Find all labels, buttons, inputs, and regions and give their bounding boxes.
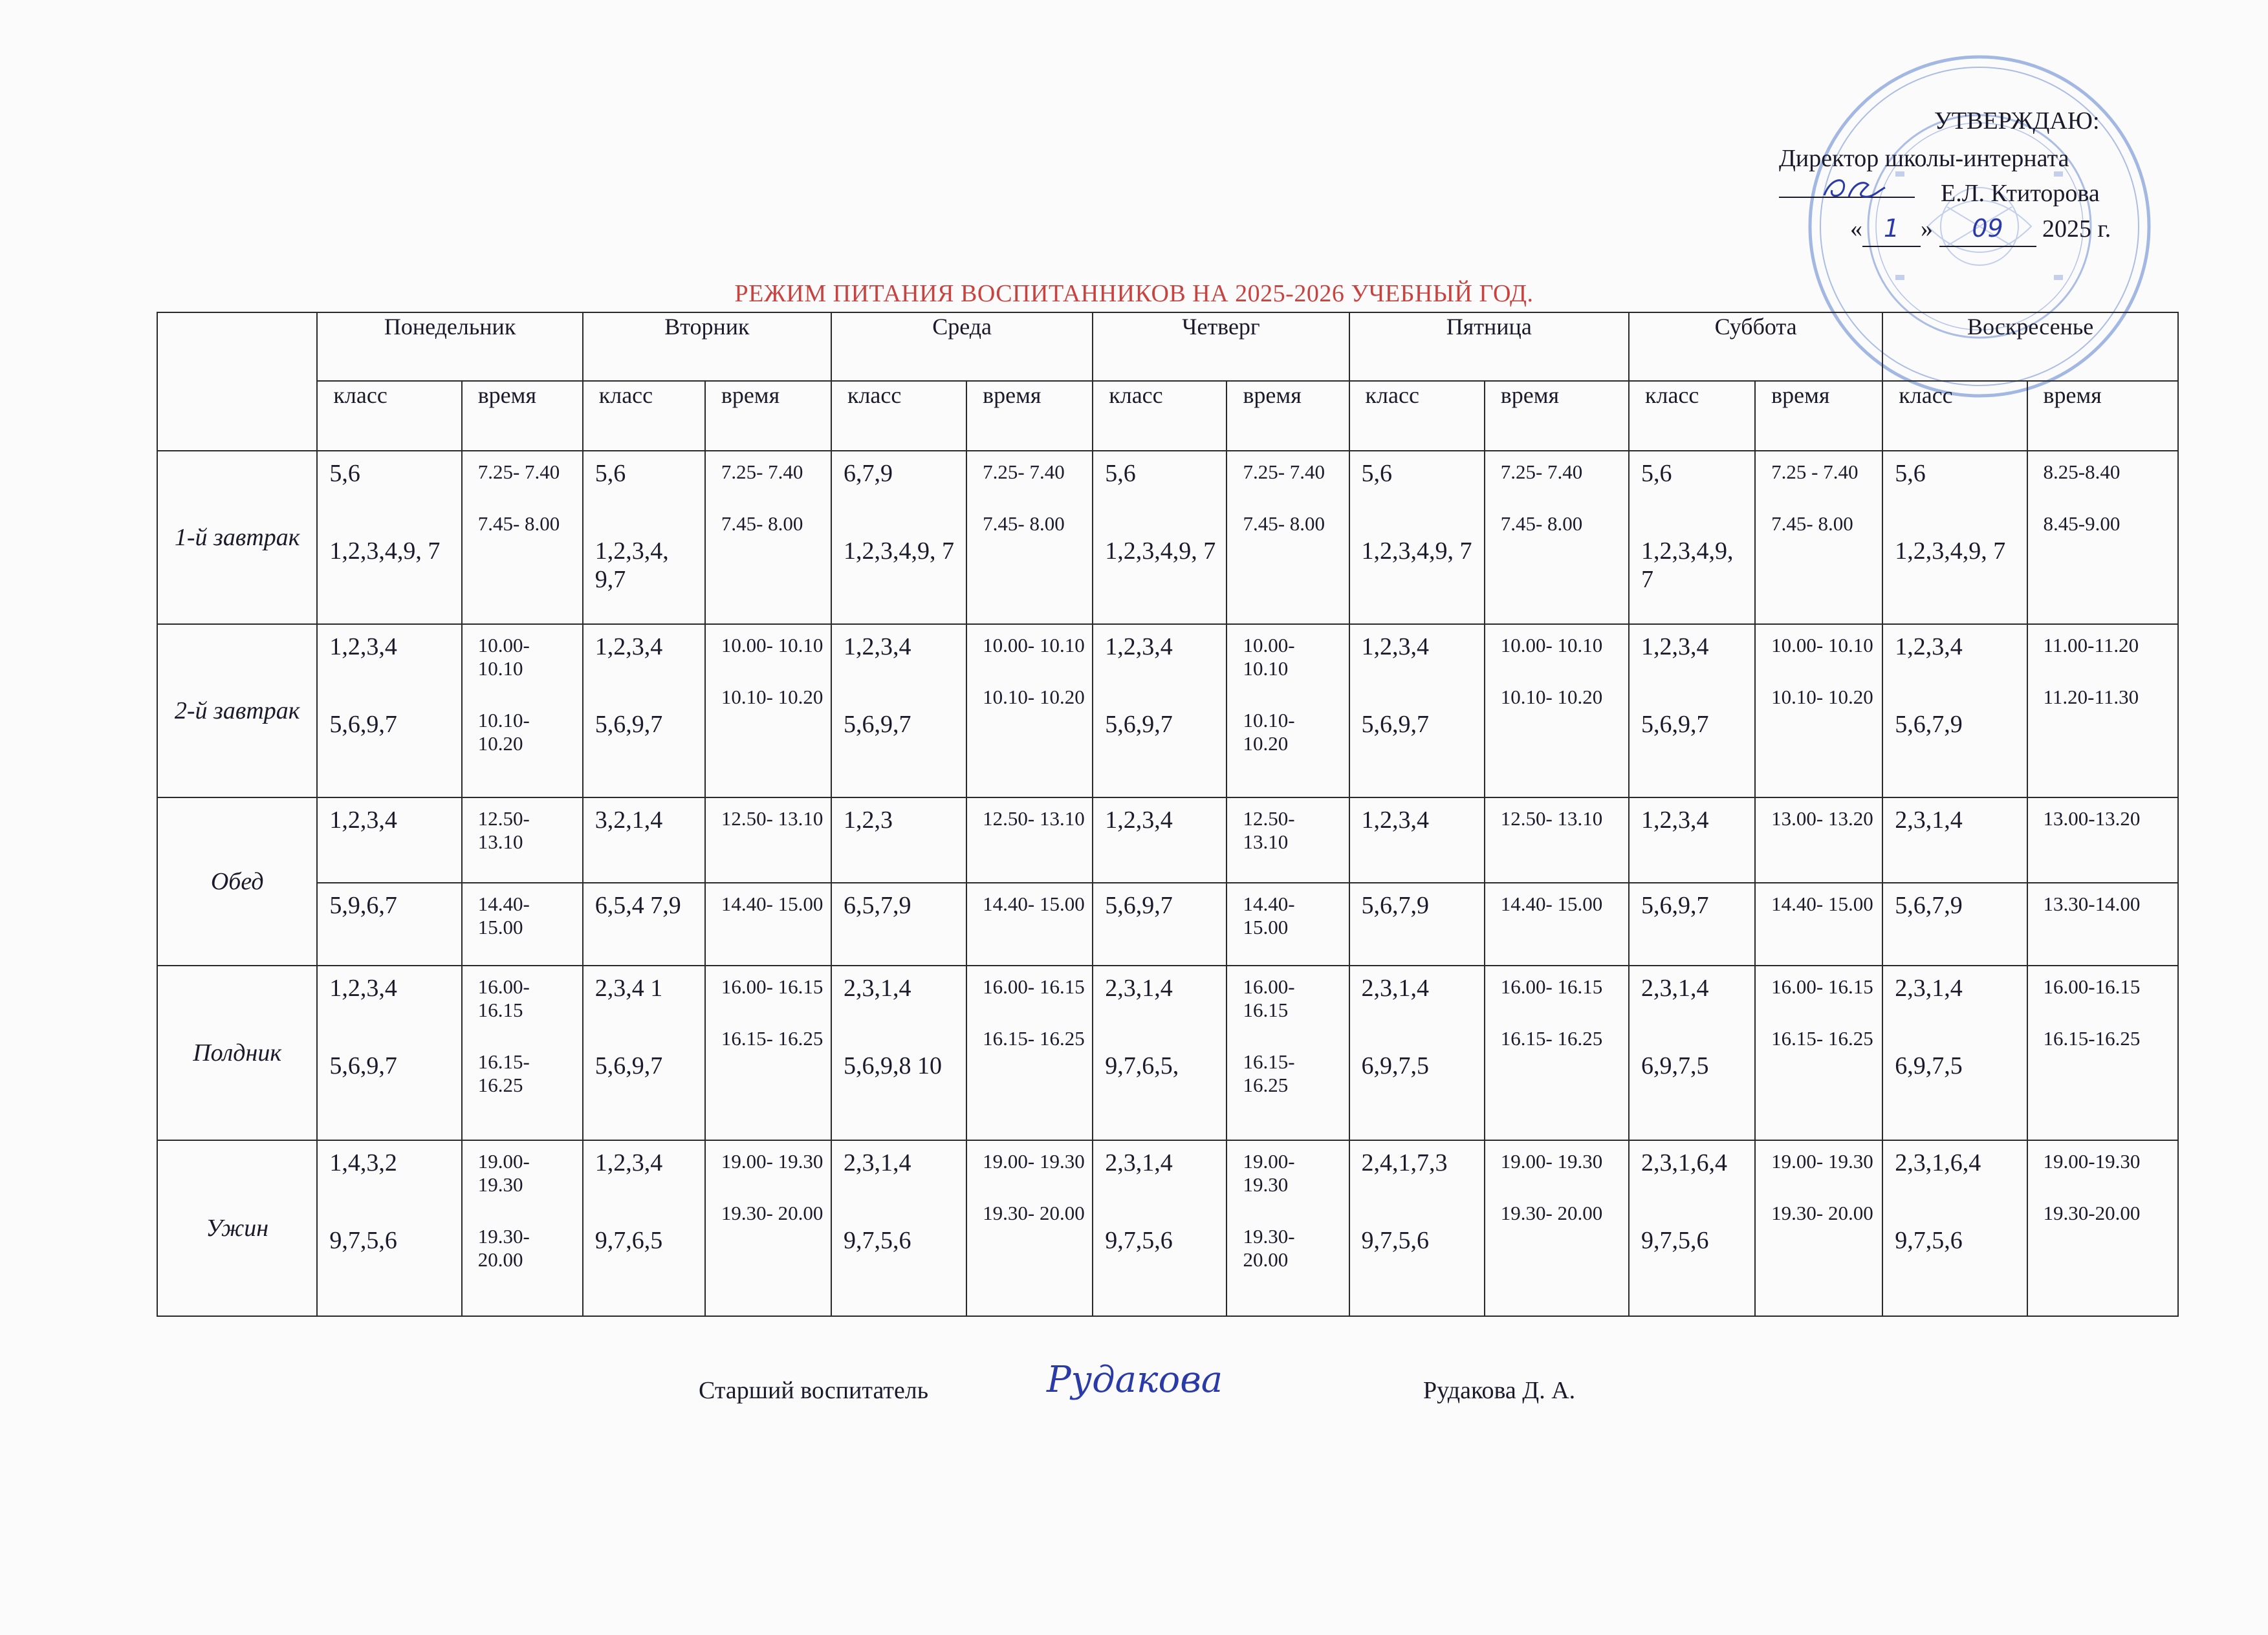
time-cell <box>1755 966 1882 1140</box>
class-group-first: 2,3,4 1 <box>594 975 663 1002</box>
time-cell <box>1485 1140 1629 1316</box>
time-slot-first: 16.00- 16.15 <box>721 975 823 998</box>
day-header: Четверг <box>1093 312 1349 381</box>
time-col-label: время <box>2043 382 2102 408</box>
meal-label: 1-й завтрак <box>157 451 317 624</box>
class-group-first: 6,7,9 <box>843 460 893 487</box>
class-group-first: 2,3,1,4 <box>1105 1149 1173 1176</box>
class-cell <box>831 624 966 797</box>
time-slot-first: 7.25- 7.40 <box>983 460 1065 483</box>
class-cell <box>831 451 966 624</box>
day-header: Среда <box>831 312 1093 381</box>
class-cell: 5,9,6,7 <box>317 883 461 966</box>
header-subcolumns-row <box>157 381 2178 451</box>
time-slot-second: 7.45- 8.00 <box>477 512 560 535</box>
time-slot-second: 16.15- 16.25 <box>721 1027 823 1050</box>
class-group-second: 1,2,3,4,9, 7 <box>1105 537 1216 565</box>
time-cell <box>1485 966 1629 1140</box>
time-cell <box>2027 624 2178 797</box>
time-cell <box>2027 451 2178 624</box>
time-slot-first: 19.00- 19.30 <box>983 1150 1085 1173</box>
class-group-first: 2,3,1,4 <box>1361 975 1430 1002</box>
class-col-label: класс <box>1645 382 1699 408</box>
class-group-second: 1,2,3,4,9, 7 <box>1641 537 1734 593</box>
time-cell <box>1227 966 1349 1140</box>
time-slot-first: 16.00-16.15 <box>2043 975 2141 998</box>
time-slot-second: 7.45- 8.00 <box>1243 512 1325 535</box>
class-cell: 6,5,4 7,9 <box>583 883 705 966</box>
class-cell <box>831 1140 966 1316</box>
time-cell <box>462 966 583 1140</box>
class-col-header <box>1629 381 1755 451</box>
class-cell <box>583 966 705 1140</box>
class-cell <box>1629 966 1755 1140</box>
class-group-second: 9,7,6,5, <box>1105 1052 1179 1079</box>
time-cell <box>705 966 831 1140</box>
class-cell: 5,6,9,7 <box>1093 883 1227 966</box>
corner-cell <box>157 312 317 451</box>
time-col-header <box>705 381 831 451</box>
class-group-first: 2,3,1,6,4 <box>1641 1149 1728 1176</box>
time-slot-first: 7.25- 7.40 <box>477 460 560 483</box>
time-slot-first: 8.25-8.40 <box>2043 460 2121 483</box>
time-cell <box>2027 1140 2178 1316</box>
day-header: Суббота <box>1629 312 1882 381</box>
class-cell <box>317 1140 461 1316</box>
time-cell: 14.40- 15.00 <box>705 883 831 966</box>
meal-label: 2-й завтрак <box>157 624 317 797</box>
time-cell <box>966 1140 1093 1316</box>
class-cell: 1,2,3,4 <box>1093 797 1227 883</box>
date-open-quote: « <box>1850 215 1862 243</box>
class-cell <box>1349 624 1485 797</box>
class-cell <box>1629 451 1755 624</box>
time-cell <box>1227 451 1349 624</box>
class-cell <box>1093 966 1227 1140</box>
class-group-first: 1,2,3,4 <box>594 1149 663 1176</box>
class-group-second: 5,6,9,7 <box>843 711 911 738</box>
time-slot-second: 10.10- 10.20 <box>1243 709 1295 755</box>
time-slot-first: 7.25- 7.40 <box>1500 460 1583 483</box>
class-cell <box>831 966 966 1140</box>
time-slot-second: 19.30-20.00 <box>2043 1202 2141 1224</box>
class-group-first: 1,2,3,4 <box>1895 633 1963 660</box>
time-col-label: время <box>1243 382 1302 408</box>
time-slot-second: 7.45- 8.00 <box>1500 512 1583 535</box>
time-cell <box>2027 966 2178 1140</box>
time-slot-second: 10.10- 10.20 <box>721 686 823 708</box>
class-cell <box>1629 1140 1755 1316</box>
signature-role: Старший воспитатель <box>699 1377 929 1404</box>
time-slot-second: 7.45- 8.00 <box>1771 512 1853 535</box>
date-close-quote: » <box>1921 215 1933 243</box>
time-slot-first: 16.00- 16.15 <box>1243 975 1295 1021</box>
class-group-first: 5,6 <box>1641 460 1672 487</box>
class-group-second: 9,7,5,6 <box>1105 1227 1173 1254</box>
meal-label: Обед <box>157 797 317 966</box>
time-slot-first: 16.00- 16.15 <box>1500 975 1603 998</box>
class-cell <box>1349 966 1485 1140</box>
class-group-second: 1,2,3,4,9, 7 <box>1895 537 2006 565</box>
class-cell <box>1882 966 2027 1140</box>
time-cell <box>705 624 831 797</box>
time-slot-first: 16.00- 16.15 <box>983 975 1085 998</box>
class-group-second: 5,6,9,7 <box>1361 711 1430 738</box>
class-group-second: 5,6,9,7 <box>329 1052 397 1079</box>
time-slot-second: 16.15- 16.25 <box>1243 1050 1295 1096</box>
class-cell <box>1349 451 1485 624</box>
class-group-second: 6,9,7,5 <box>1361 1052 1430 1079</box>
class-group-second: 9,7,5,6 <box>1361 1227 1430 1254</box>
class-cell: 3,2,1,4 <box>583 797 705 883</box>
time-slot-first: 10.00- 10.10 <box>477 634 530 680</box>
time-cell <box>966 966 1093 1140</box>
time-slot-first: 10.00- 10.10 <box>1771 634 1873 656</box>
time-slot-first: 10.00- 10.10 <box>1500 634 1603 656</box>
director-signature <box>1818 171 1889 207</box>
time-slot-second: 10.10- 10.20 <box>477 709 530 755</box>
time-cell <box>462 451 583 624</box>
class-cell <box>1349 1140 1485 1316</box>
class-group-first: 1,2,3,4 <box>1361 633 1430 660</box>
day-header: Пятница <box>1349 312 1629 381</box>
class-col-header <box>1882 381 2027 451</box>
time-slot-first: 19.00- 19.30 <box>1771 1150 1873 1173</box>
class-group-first: 5,6 <box>329 460 360 487</box>
class-group-first: 2,3,1,4 <box>843 1149 911 1176</box>
time-cell <box>966 624 1093 797</box>
class-col-header <box>317 381 461 451</box>
time-slot-second: 16.15-16.25 <box>2043 1027 2141 1050</box>
class-group-second: 1,2,3,4,9, 7 <box>329 537 441 565</box>
class-cell <box>1882 451 2027 624</box>
time-slot-first: 16.00- 16.15 <box>477 975 530 1021</box>
time-slot-second: 11.20-11.30 <box>2043 686 2139 708</box>
time-cell: 12.50- 13.10 <box>462 797 583 883</box>
class-cell <box>1093 624 1227 797</box>
time-cell: 12.50- 13.10 <box>1227 797 1349 883</box>
class-cell: 5,6,9,7 <box>1629 883 1755 966</box>
time-slot-first: 19.00- 19.30 <box>1243 1150 1295 1196</box>
class-col-label: класс <box>598 382 653 408</box>
time-slot-first: 19.00- 19.30 <box>1500 1150 1603 1173</box>
date-month: 09 <box>1939 211 2036 247</box>
date-year: 2025 г. <box>2042 215 2111 243</box>
day-header: Вторник <box>583 312 831 381</box>
class-group-second: 9,7,5,6 <box>1641 1227 1709 1254</box>
class-cell: 5,6,7,9 <box>1882 883 2027 966</box>
time-slot-second: 10.10- 10.20 <box>1771 686 1873 708</box>
meal-row-dinner-1 <box>157 797 2178 883</box>
time-slot-second: 7.45- 8.00 <box>721 512 803 535</box>
time-col-label: время <box>477 382 537 408</box>
time-col-label: время <box>1771 382 1830 408</box>
time-slot-second: 16.15- 16.25 <box>1771 1027 1873 1050</box>
time-col-header <box>1227 381 1349 451</box>
time-slot-second: 19.30- 20.00 <box>1771 1202 1873 1224</box>
class-col-header <box>1093 381 1227 451</box>
time-slot-first: 19.00- 19.30 <box>721 1150 823 1173</box>
class-cell: 1,2,3 <box>831 797 966 883</box>
time-col-label: время <box>1500 382 1560 408</box>
time-cell: 14.40- 15.00 <box>1227 883 1349 966</box>
handwritten-signature <box>1041 1352 1261 1410</box>
class-cell: 1,2,3,4 <box>1349 797 1485 883</box>
time-cell: 12.50- 13.10 <box>966 797 1093 883</box>
class-group-second: 6,9,7,5 <box>1895 1052 1963 1079</box>
time-slot-second: 19.30- 20.00 <box>1500 1202 1603 1224</box>
time-slot-first: 10.00- 10.10 <box>721 634 823 656</box>
approval-director-name: Е.Л. Ктиторова <box>1941 180 2100 207</box>
class-group-first: 5,6 <box>1105 460 1136 487</box>
class-cell: 1,2,3,4 <box>1629 797 1755 883</box>
class-cell: 6,5,7,9 <box>831 883 966 966</box>
class-group-first: 2,3,1,4 <box>1641 975 1709 1002</box>
class-col-label: класс <box>1109 382 1163 408</box>
class-group-first: 2,4,1,7,3 <box>1361 1149 1448 1176</box>
meal-row-supper <box>157 1140 2178 1316</box>
class-group-second: 5,6,9,7 <box>594 711 663 738</box>
time-col-label: время <box>983 382 1041 408</box>
time-slot-first: 11.00-11.20 <box>2043 634 2139 656</box>
class-col-label: класс <box>847 382 902 408</box>
class-cell <box>1882 624 2027 797</box>
class-col-header <box>583 381 705 451</box>
day-header: Воскресенье <box>1882 312 2178 381</box>
time-cell: 13.00- 13.20 <box>1755 797 1882 883</box>
approval-position: Директор школы-интерната <box>1779 145 2069 172</box>
class-cell <box>1093 451 1227 624</box>
time-slot-second: 8.45-9.00 <box>2043 512 2121 535</box>
day-header: Понедельник <box>317 312 582 381</box>
time-cell <box>966 451 1093 624</box>
time-slot-first: 7.25- 7.40 <box>1243 460 1325 483</box>
class-group-first: 2,3,1,4 <box>843 975 911 1002</box>
class-group-first: 5,6 <box>1361 460 1393 487</box>
class-group-first: 5,6 <box>1895 460 1926 487</box>
class-col-label: класс <box>1365 382 1419 408</box>
class-cell <box>583 451 705 624</box>
class-cell <box>317 624 461 797</box>
class-group-first: 1,2,3,4 <box>329 633 397 660</box>
time-slot-second: 16.15- 16.25 <box>983 1027 1085 1050</box>
time-slot-second: 10.10- 10.20 <box>1500 686 1603 708</box>
time-slot-first: 19.00-19.30 <box>2043 1150 2141 1173</box>
class-group-first: 2,3,1,6,4 <box>1895 1149 1981 1176</box>
class-col-header <box>831 381 966 451</box>
meal-label: Полдник <box>157 966 317 1140</box>
header-days-row <box>157 312 2178 381</box>
time-cell <box>1485 451 1629 624</box>
class-group-second: 1,2,3,4,9, 7 <box>843 537 954 565</box>
time-slot-first: 7.25- 7.40 <box>721 460 803 483</box>
class-group-second: 9,7,5,6 <box>843 1227 911 1254</box>
time-slot-second: 16.15- 16.25 <box>1500 1027 1603 1050</box>
handwritten-signature-text: Рудакова <box>1047 1359 1223 1401</box>
class-cell <box>583 624 705 797</box>
time-slot-second: 19.30- 20.00 <box>721 1202 823 1224</box>
time-col-header <box>966 381 1093 451</box>
class-cell: 5,6,7,9 <box>1349 883 1485 966</box>
class-group-second: 1,2,3,4, 9,7 <box>594 537 669 593</box>
class-cell <box>1882 1140 2027 1316</box>
document-title: РЕЖИМ ПИТАНИЯ ВОСПИТАННИКОВ НА 2025-2026 УЧЕБНЫЙ ГОД. <box>734 280 1534 307</box>
time-slot-second: 19.30- 20.00 <box>1243 1225 1295 1271</box>
date-day: 1 <box>1862 211 1921 247</box>
time-cell <box>705 1140 831 1316</box>
class-group-first: 5,6 <box>594 460 626 487</box>
meal-row-breakfast1 <box>157 451 2178 624</box>
class-group-second: 5,6,7,9 <box>1895 711 1963 738</box>
time-cell <box>1755 624 1882 797</box>
time-cell <box>1227 624 1349 797</box>
time-cell <box>1227 1140 1349 1316</box>
class-group-first: 1,2,3,4 <box>1105 633 1173 660</box>
time-cell: 13.30-14.00 <box>2027 883 2178 966</box>
class-group-second: 5,6,9,8 10 <box>843 1052 942 1079</box>
time-slot-second: 19.30- 20.00 <box>477 1225 530 1271</box>
class-cell <box>317 451 461 624</box>
class-group-first: 2,3,1,4 <box>1895 975 1963 1002</box>
class-group-second: 5,6,9,7 <box>1641 711 1709 738</box>
class-group-first: 1,4,3,2 <box>329 1149 397 1176</box>
time-slot-second: 19.30- 20.00 <box>983 1202 1085 1224</box>
meal-row-snack <box>157 966 2178 1140</box>
time-col-header <box>2027 381 2178 451</box>
class-group-second: 9,7,5,6 <box>1895 1227 1963 1254</box>
class-group-second: 9,7,5,6 <box>329 1227 397 1254</box>
time-slot-first: 16.00- 16.15 <box>1771 975 1873 998</box>
meal-row-breakfast2 <box>157 624 2178 797</box>
class-cell <box>317 966 461 1140</box>
class-group-first: 1,2,3,4 <box>1641 633 1709 660</box>
time-col-header <box>1485 381 1629 451</box>
class-cell <box>1629 624 1755 797</box>
time-col-header <box>1755 381 1882 451</box>
time-slot-first: 7.25 - 7.40 <box>1771 460 1859 483</box>
time-cell <box>1485 624 1629 797</box>
time-slot-first: 10.00- 10.10 <box>1243 634 1295 680</box>
approval-date <box>1850 211 2111 247</box>
class-cell: 1,2,3,4 <box>317 797 461 883</box>
time-cell <box>462 1140 583 1316</box>
time-slot-second: 10.10- 10.20 <box>983 686 1085 708</box>
class-group-second: 1,2,3,4,9, 7 <box>1361 537 1472 565</box>
time-cell: 14.40- 15.00 <box>966 883 1093 966</box>
time-cell: 12.50- 13.10 <box>1485 797 1629 883</box>
time-cell <box>705 451 831 624</box>
time-col-header <box>462 381 583 451</box>
time-col-label: время <box>721 382 780 408</box>
signature-name: Рудакова Д. А. <box>1423 1377 1576 1404</box>
time-cell: 14.40- 15.00 <box>1755 883 1882 966</box>
time-slot-first: 19.00- 19.30 <box>477 1150 530 1196</box>
time-slot-first: 10.00- 10.10 <box>983 634 1085 656</box>
class-group-second: 5,6,9,7 <box>329 711 397 738</box>
class-group-second: 9,7,6,5 <box>594 1227 663 1254</box>
time-cell: 13.00-13.20 <box>2027 797 2178 883</box>
meal-row-dinner-2 <box>157 883 2178 966</box>
time-slot-second: 7.45- 8.00 <box>983 512 1065 535</box>
class-col-header <box>1349 381 1485 451</box>
time-cell <box>1755 451 1882 624</box>
class-group-second: 5,6,9,7 <box>594 1052 663 1079</box>
class-col-label: класс <box>1899 382 1953 408</box>
class-cell <box>1093 1140 1227 1316</box>
class-group-second: 5,6,9,7 <box>1105 711 1173 738</box>
time-cell: 14.40- 15.00 <box>1485 883 1629 966</box>
time-cell <box>462 624 583 797</box>
class-cell <box>583 1140 705 1316</box>
time-cell: 14.40- 15.00 <box>462 883 583 966</box>
class-col-label: класс <box>333 382 387 408</box>
meal-schedule-table <box>157 312 2179 1317</box>
class-cell: 2,3,1,4 <box>1882 797 2027 883</box>
time-slot-second: 16.15- 16.25 <box>477 1050 530 1096</box>
meal-label: Ужин <box>157 1140 317 1316</box>
class-group-first: 2,3,1,4 <box>1105 975 1173 1002</box>
approval-title: УТВЕРЖДАЮ: <box>1934 107 2100 135</box>
class-group-first: 1,2,3,4 <box>843 633 911 660</box>
time-cell <box>1755 1140 1882 1316</box>
time-cell: 12.50- 13.10 <box>705 797 831 883</box>
class-group-first: 1,2,3,4 <box>594 633 663 660</box>
class-group-first: 1,2,3,4 <box>329 975 397 1002</box>
class-group-second: 6,9,7,5 <box>1641 1052 1709 1079</box>
